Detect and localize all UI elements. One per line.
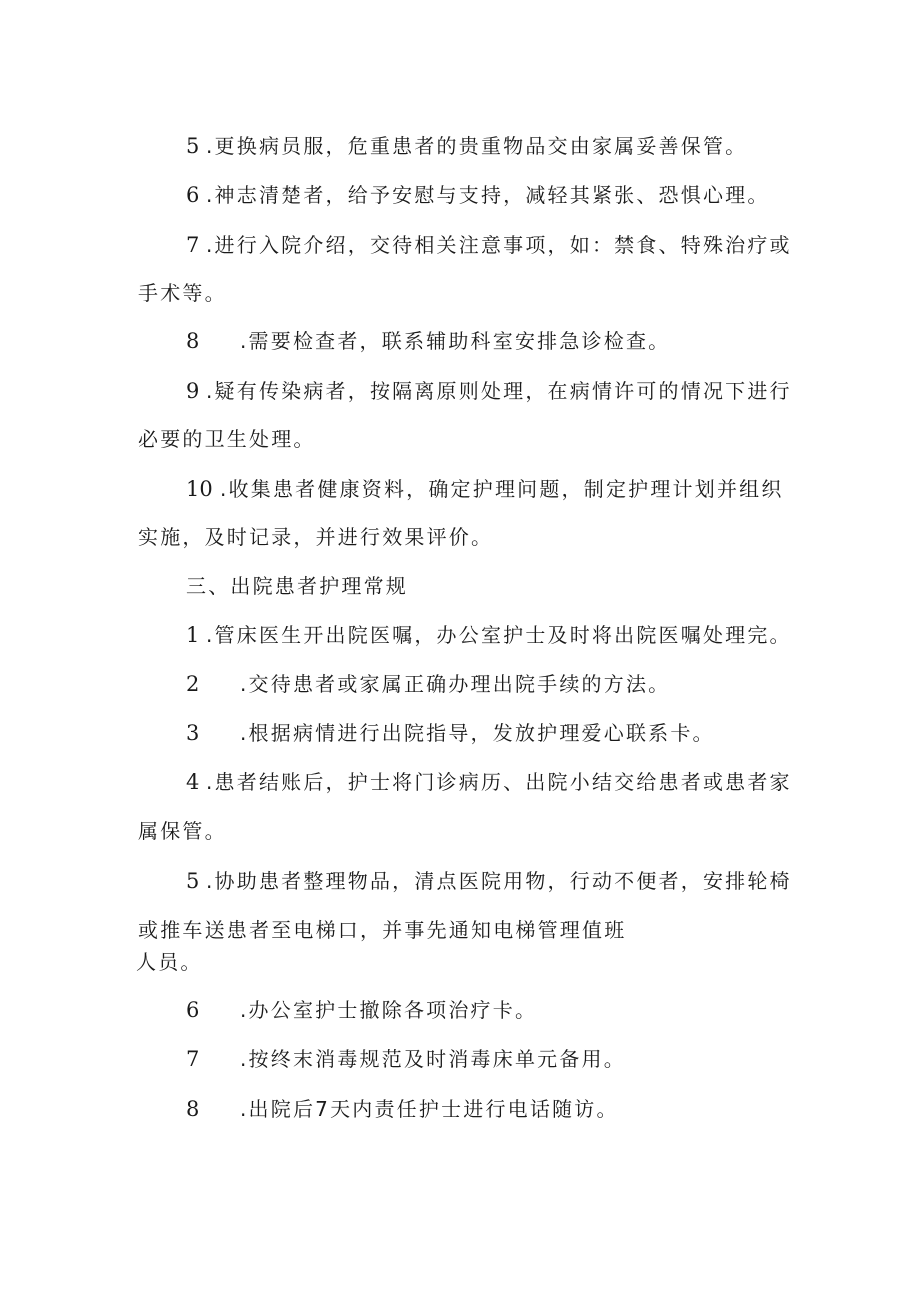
- item-text: .协助患者整理物品，清点医院用物，行动不便者，安排轮椅: [206, 869, 792, 893]
- item-number: 7: [186, 233, 200, 257]
- item-number: 6: [186, 183, 200, 207]
- item-text: .需要检查者，联系辅助科室安排急诊检查。: [240, 329, 671, 353]
- item-number: 1: [186, 623, 200, 647]
- item-text: .交待患者或家属正确办理出院手续的方法。: [240, 672, 671, 696]
- item-number: 8: [186, 1097, 200, 1121]
- item-number: 4: [186, 770, 200, 794]
- item-text: .按终末消毒规范及时消毒床单元备用。: [240, 1047, 626, 1071]
- continuation-line: 或推车送患者至电梯口，并事先通知电梯管理值班: [138, 918, 627, 942]
- item-text: .收集患者健康资料，确定护理问题，制定护理计划并组织: [220, 477, 784, 501]
- continuation-line: 实施，及时记录，并进行效果评价。: [138, 525, 494, 549]
- continuation-line: 手术等。: [138, 281, 227, 305]
- continuation-line: 人员。: [136, 950, 203, 974]
- continuation-line: 属保管。: [138, 819, 227, 843]
- item-number: 10: [186, 477, 213, 501]
- item-number: 6: [186, 998, 200, 1022]
- item-text: .根据病情进行出院指导，发放护理爱心联系卡。: [240, 721, 715, 745]
- item-text: .进行入院介绍，交待相关注意事项，如：禁食、特殊治疗或: [206, 233, 792, 257]
- item-text: .疑有传染病者，按隔离原则处理，在病情许可的情况下进行: [206, 379, 792, 403]
- item-number: 7: [186, 1047, 200, 1071]
- item-text: .更换病员服，危重患者的贵重物品交由家属妥善保管。: [206, 134, 748, 158]
- item-number: 2: [186, 672, 200, 696]
- item-text: .办公室护士撤除各项治疗卡。: [240, 998, 538, 1022]
- item-number: 9: [186, 379, 200, 403]
- item-number: 5: [186, 869, 200, 893]
- item-text: .患者结账后，护士将门诊病历、出院小结交给患者或患者家: [206, 770, 792, 794]
- item-number: 8: [186, 329, 200, 353]
- item-number: 3: [186, 721, 200, 745]
- section-heading: 三、出院患者护理常规: [186, 574, 408, 598]
- continuation-line: 必要的卫生处理。: [138, 427, 316, 451]
- item-text: .出院后7天内责任护士进行电话随访。: [240, 1097, 619, 1121]
- item-text: .神志清楚者，给予安慰与支持，减轻其紧张、恐惧心理。: [206, 183, 770, 207]
- item-text: .管床医生开出院医嘱，办公室护士及时将出院医嘱处理完。: [206, 623, 792, 647]
- item-number: 5: [186, 134, 200, 158]
